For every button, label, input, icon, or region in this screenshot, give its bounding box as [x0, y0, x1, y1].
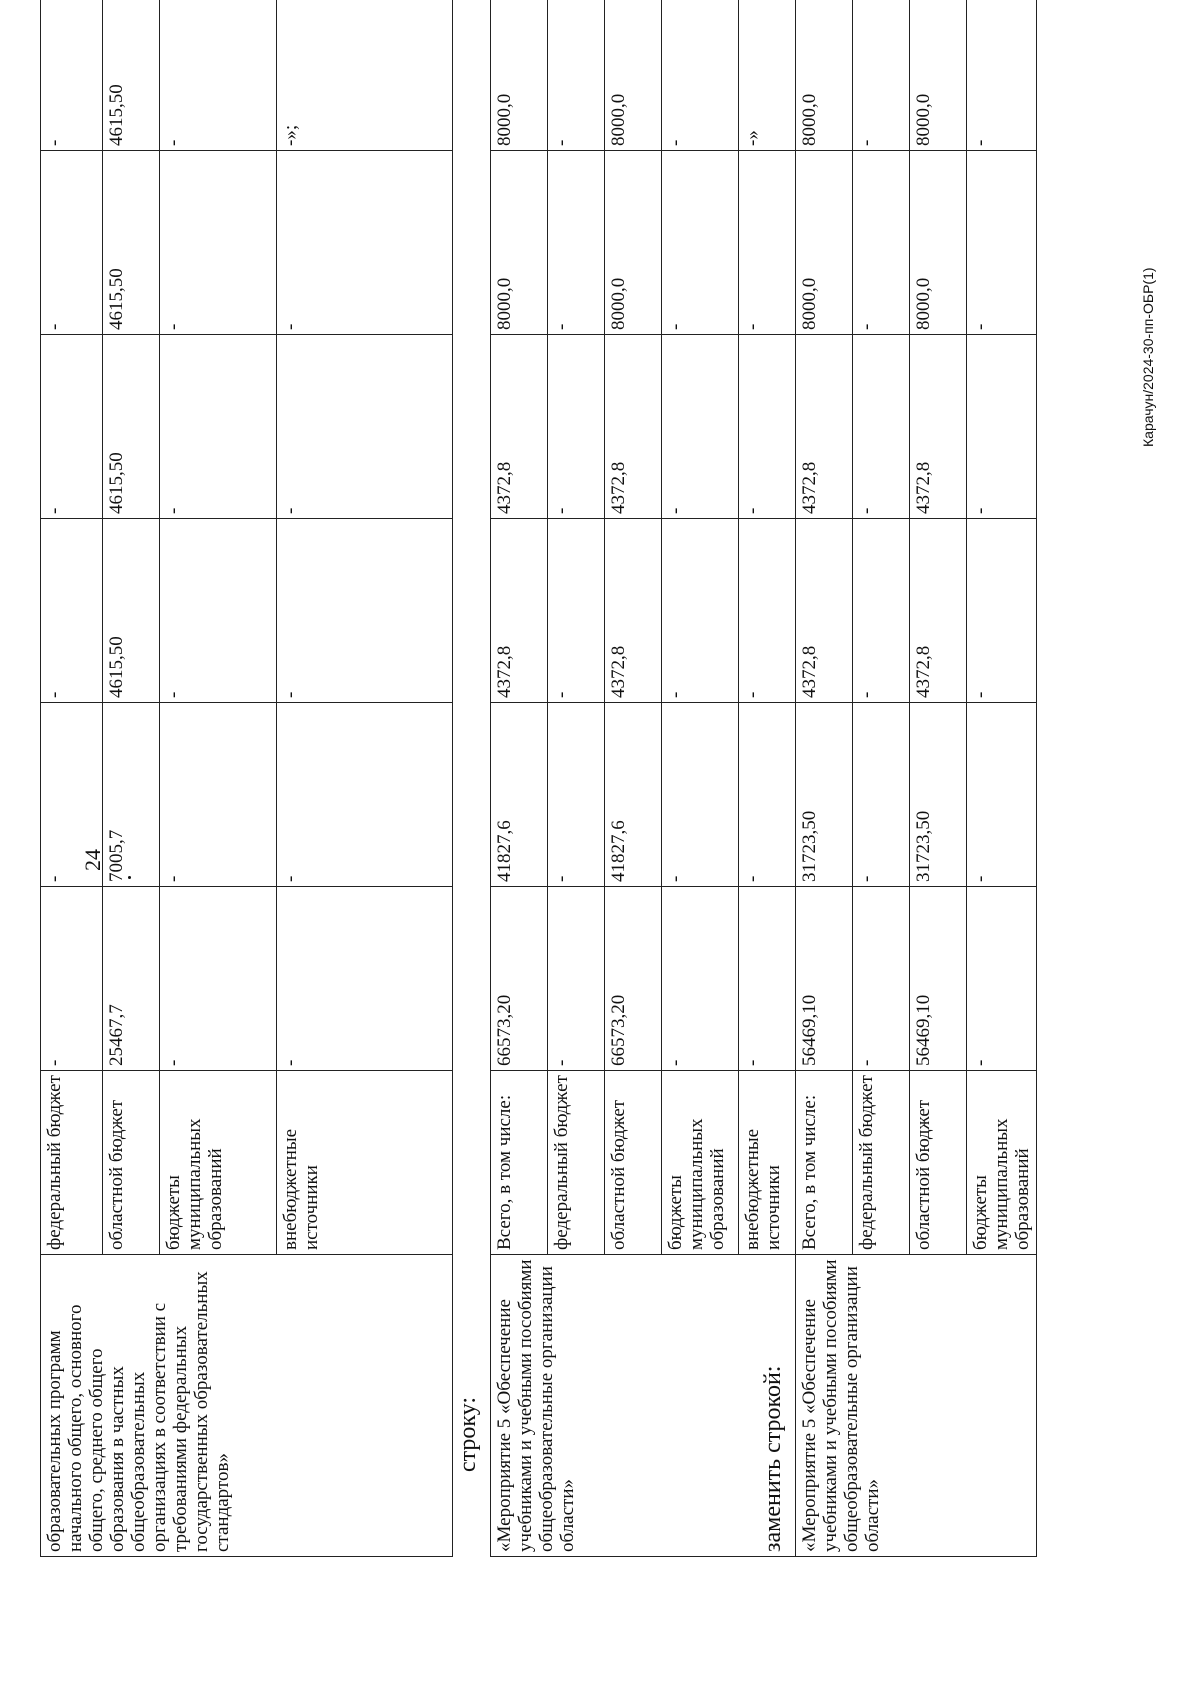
value-cell: 4372,8: [910, 519, 967, 703]
value-cell: -: [160, 519, 277, 703]
table-1: [40, 0, 453, 1557]
source-cell: федеральный бюджет: [853, 1071, 910, 1255]
value-cell: -»: [739, 0, 796, 151]
source-cell: внебюджетные источники: [739, 1071, 796, 1255]
value-cell: 8000,0: [796, 151, 853, 335]
value-cell: -: [662, 703, 739, 887]
value-cell: -: [277, 703, 453, 887]
value-cell: -: [160, 703, 277, 887]
value-cell: -: [548, 335, 605, 519]
value-cell: 8000,0: [605, 151, 662, 335]
value-cell: -: [277, 519, 453, 703]
value-cell: 8000,0: [491, 0, 548, 151]
source-cell: федеральный бюджет: [548, 1071, 605, 1255]
value-cell: -: [160, 887, 277, 1071]
source-cell: внебюджетные источники: [277, 1071, 453, 1255]
value-cell: -: [662, 335, 739, 519]
document-id: Карачун/2024-30-пп-ОБР(1): [1140, 267, 1156, 447]
value-cell: 7005,7: [103, 703, 160, 887]
value-cell: -: [160, 335, 277, 519]
value-cell: -: [662, 0, 739, 151]
value-cell: 56469,10: [796, 887, 853, 1071]
value-cell: -: [41, 0, 103, 151]
value-cell: -: [967, 0, 1037, 151]
value-cell: -: [662, 887, 739, 1071]
value-cell: 4372,8: [491, 335, 548, 519]
value-cell: -: [548, 887, 605, 1071]
value-cell: 41827,6: [605, 703, 662, 887]
value-cell: 4372,8: [796, 519, 853, 703]
value-cell: -: [160, 151, 277, 335]
source-cell: бюджеты муниципальных образований: [967, 1071, 1037, 1255]
value-cell: -: [853, 887, 910, 1071]
label-zamenit: заменить строкой:: [760, 1365, 786, 1552]
value-cell: -: [739, 335, 796, 519]
value-cell: 4372,8: [605, 519, 662, 703]
value-cell: -: [548, 703, 605, 887]
value-cell: -: [853, 151, 910, 335]
label-stroku: строку:: [455, 1396, 481, 1472]
page-number: 24: [80, 849, 105, 871]
value-cell: -: [548, 519, 605, 703]
value-cell: 66573,20: [605, 887, 662, 1071]
value-cell: -: [277, 151, 453, 335]
value-cell: 4615,50: [103, 0, 160, 151]
value-cell: 4372,8: [491, 519, 548, 703]
value-cell: 4372,8: [796, 335, 853, 519]
value-cell: -: [967, 703, 1037, 887]
value-cell: -: [41, 335, 103, 519]
value-cell: 31723,50: [796, 703, 853, 887]
table-2-description: «Мероприятие 5 «Обеспечение учебниками и учебными пособиями общеобразовательные организации области»: [491, 1255, 796, 1557]
value-cell: 8000,0: [491, 151, 548, 335]
value-cell: 56469,10: [910, 887, 967, 1071]
value-cell: 4615,50: [103, 151, 160, 335]
value-cell: 4372,8: [605, 335, 662, 519]
value-cell: -: [739, 151, 796, 335]
value-cell: -»;: [277, 0, 453, 151]
table-row: [491, 0, 548, 1557]
source-cell: областной бюджет: [103, 1071, 160, 1255]
value-cell: 8000,0: [605, 0, 662, 151]
table-row: [796, 0, 853, 1557]
value-cell: -: [41, 519, 103, 703]
value-cell: 41827,6: [491, 703, 548, 887]
value-cell: -: [662, 519, 739, 703]
value-cell: -: [41, 151, 103, 335]
value-cell: 25467,7: [103, 887, 160, 1071]
value-cell: 66573,20: [491, 887, 548, 1071]
table-1-description: образовательных программ начального общего, основного общего, среднего общего образования в частных общеобразовательных организациях в соответствии с требованиями федеральных государственных образовательных стандартов»: [41, 1255, 453, 1557]
source-cell: Всего, в том числе:: [491, 1071, 548, 1255]
source-cell: областной бюджет: [605, 1071, 662, 1255]
value-cell: -: [277, 335, 453, 519]
value-cell: -: [967, 519, 1037, 703]
value-cell: -: [967, 151, 1037, 335]
value-cell: -: [739, 887, 796, 1071]
table-3-description: «Мероприятие 5 «Обеспечение учебниками и учебными пособиями общеобразовательные организации области»: [796, 1255, 1037, 1557]
value-cell: -: [853, 519, 910, 703]
value-cell: -: [967, 335, 1037, 519]
value-cell: -: [739, 703, 796, 887]
value-cell: 8000,0: [910, 0, 967, 151]
value-cell: -: [41, 703, 103, 887]
value-cell: -: [853, 703, 910, 887]
source-cell: областной бюджет: [910, 1071, 967, 1255]
value-cell: -: [853, 335, 910, 519]
table-row: [41, 0, 103, 1557]
value-cell: -: [160, 0, 277, 151]
value-cell: -: [662, 151, 739, 335]
value-cell: -: [548, 151, 605, 335]
table-3: [795, 0, 1037, 1557]
value-cell: 4615,50: [103, 519, 160, 703]
source-cell: бюджеты муниципальных образований: [160, 1071, 277, 1255]
source-cell: Всего, в том числе:: [796, 1071, 853, 1255]
value-cell: -: [739, 519, 796, 703]
value-cell: 8000,0: [796, 0, 853, 151]
value-cell: -: [967, 887, 1037, 1071]
value-cell: 31723,50: [910, 703, 967, 887]
source-cell: бюджеты муниципальных образований: [662, 1071, 739, 1255]
table-2: [490, 0, 796, 1557]
value-cell: 4372,8: [910, 335, 967, 519]
value-cell: -: [853, 0, 910, 151]
value-cell: -: [41, 887, 103, 1071]
source-cell: федеральный бюджет: [41, 1071, 103, 1255]
value-cell: -: [277, 887, 453, 1071]
value-cell: -: [548, 0, 605, 151]
value-cell: 4615,50: [103, 335, 160, 519]
value-cell: 8000,0: [910, 151, 967, 335]
